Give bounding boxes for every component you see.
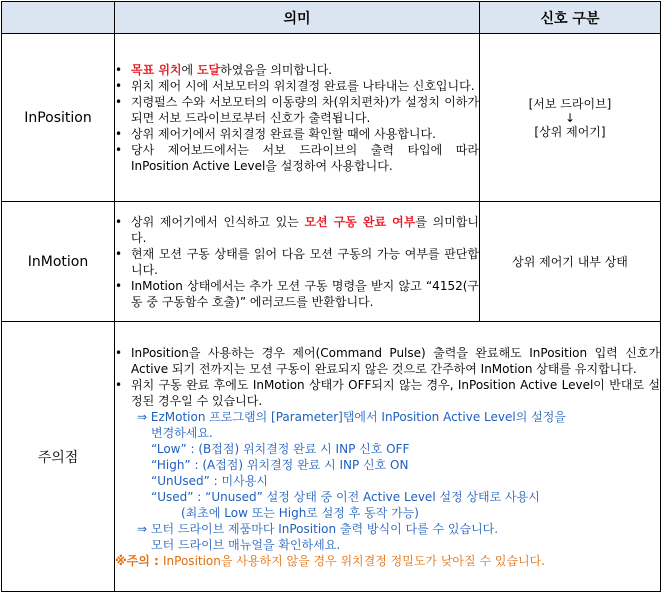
note-line-unused: “UnUsed” : 미사용시 — [151, 473, 268, 488]
note-line-used: “Used” : “Unused” 설정 상태 중 이전 Active Level 설정 상태로 사용시 — [151, 489, 540, 504]
row-inposition — [2, 34, 661, 202]
desc-caution — [115, 322, 661, 592]
warning-note: ※주의 : InPosition을 사용하지 않을 경우 위치결정 정밀도가 낮아질 수 있습니다. — [115, 553, 546, 568]
note-line: 변경하세요. — [151, 425, 213, 440]
bullet-item: • InMotion 상태에서는 추가 모션 구동 명령을 받지 않고 “4152(구동 중 구동함수 호출)” 에러코드를 반환합니다. — [115, 278, 479, 309]
header-meaning: 의미 — [115, 2, 480, 34]
signal-destination: [상위 제어기] — [534, 124, 606, 139]
note-line-high: “High” : (A접점) 위치결정 완료 시 INP 신호 ON — [151, 457, 409, 472]
note-line: 모터 드라이브 매뉴얼을 확인하세요. — [151, 537, 341, 552]
signal-definition-table — [1, 1, 661, 592]
bullet-item: • 위치 제어 시에 서보모터의 위치결정 완료를 나타내는 신호입니다. — [115, 78, 475, 93]
signal-inposition — [480, 34, 661, 202]
signal-inmotion: 상위 제어기 내부 상태 — [480, 202, 661, 322]
note-line: (최초에 Low 또는 High로 설정 후 동작 가능) — [181, 505, 419, 520]
desc-inmotion — [115, 202, 480, 322]
bullet-item: • 당사 제어보드에서는 서보 드라이브의 출력 타입에 따라 InPosition Active Level을 설정하여 사용합니다. — [115, 142, 479, 173]
signal-source: [서보 드라이브] — [528, 96, 612, 111]
note-line-low: “Low” : (B접점) 위치결정 완료 시 INP 신호 OFF — [151, 441, 410, 456]
term-caution: 주의점 — [2, 322, 115, 592]
header-term — [2, 2, 115, 34]
note-line: ⇒ EzMotion 프로그램의 [Parameter]탭에서 InPosition Active Level의 설정을 — [137, 409, 566, 424]
term-inmotion: InMotion — [2, 202, 115, 322]
down-arrow-icon: ↓ — [564, 110, 576, 125]
header-signal: 신호 구분 — [480, 2, 661, 34]
bullet-item: • 지령펄스 수와 서보모터의 이동량의 차(위치편차)가 설정치 이하가 되면 서보 드라이브로부터 신호가 출력됩니다. — [115, 94, 479, 125]
row-caution — [2, 322, 661, 592]
bullet-item: • 상위 제어기에서 인식하고 있는 모션 구동 완료 여부를 의미합니다. — [115, 214, 479, 245]
bullet-item: • 현재 모션 구동 상태를 읽어 다음 모션 구동의 가능 여부를 판단합니다. — [115, 246, 479, 277]
bullet-item: • 상위 제어기에서 위치결정 완료를 확인할 때에 사용합니다. — [115, 126, 436, 141]
term-inposition: InPosition — [2, 34, 115, 202]
active-level-note — [115, 409, 660, 553]
bullet-item: • 위치 구동 완료 후에도 InMotion 상태가 OFF되지 않는 경우, InPosition Active Level이 반대로 설정된 경우일 수 있습니다. — [115, 377, 660, 408]
bullet-item: • InPosition을 사용하는 경우 제어(Command Pulse) 출력을 완료해도 InPosition 입력 신호가 Active 되기 전까지는 모션 구동이 완료되지 않은 것으로 간주하여 InMotion 상태를 유지합니다. — [115, 345, 660, 376]
bullet-item: • 목표 위치에 도달하였음을 의미합니다. — [115, 62, 333, 77]
header-row — [2, 2, 661, 34]
note-line: ⇒ 모터 드라이브 제품마다 InPosition 출력 방식이 다를 수 있습니다. — [137, 521, 499, 536]
row-inmotion — [2, 202, 661, 322]
desc-inposition — [115, 34, 480, 202]
